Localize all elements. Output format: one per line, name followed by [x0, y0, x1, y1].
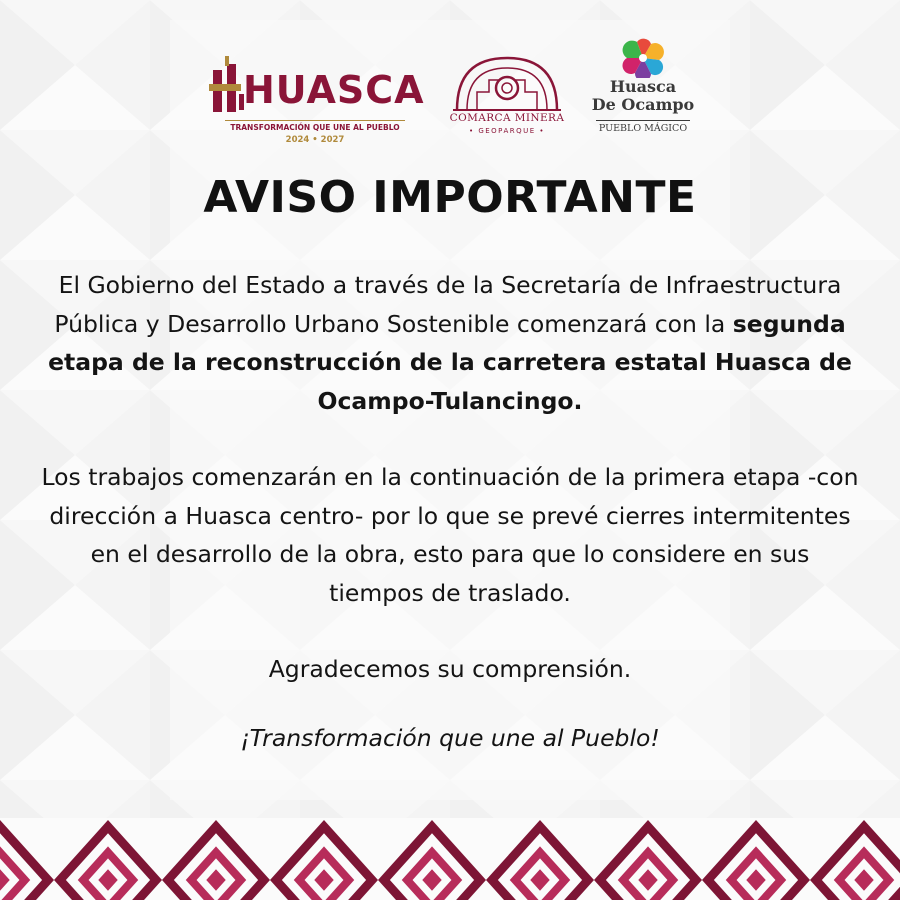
notice-paragraph-1-highlight: segunda etapa de la reconstrucción de la carretera estatal Huasca de Ocampo-Tulancingo. — [48, 309, 852, 415]
pueblo-logo-line1: Huasca — [609, 77, 677, 96]
logo-bar — [0, 30, 900, 145]
comarca-minera-logo — [447, 52, 567, 142]
notice-body — [40, 266, 860, 757]
huasca-logo-tagline: TRANSFORMACIÓN QUE UNE AL PUEBLO — [225, 120, 405, 132]
notice-thanks: Agradecemos su comprensión. — [268, 655, 632, 683]
huasca-logo-period: 2024 • 2027 — [285, 135, 345, 145]
huasca-logo-name: HUASCA — [243, 68, 425, 112]
pueblo-magico-logo — [588, 38, 698, 143]
huasca-logo — [203, 42, 425, 150]
comarca-logo-sub: • GEOPARQUE • — [468, 127, 546, 135]
notice-paragraph-1 — [40, 266, 860, 420]
notice-title: AVISO IMPORTANTE — [203, 172, 697, 223]
pueblo-logo-line2: De Ocampo — [591, 95, 695, 114]
notice-paragraph-2: Los trabajos comenzarán en la continuación de la primera etapa -con dirección a Huasca centro- por lo que se prevé cierres intermitentes en el desarrollo de la obra, esto para que lo considere en sus tiempos de traslado. — [41, 463, 859, 607]
comarca-logo-name: COMARCA MINERA — [449, 112, 565, 124]
decorative-border-pattern — [0, 818, 900, 900]
notice-slogan: ¡Transformación que une al Pueblo! — [240, 723, 660, 752]
pueblo-logo-line3: PUEBLO MÁGICO — [596, 120, 690, 134]
notice-paragraph-1-text: El Gobierno del Estado a través de la Secretaría de Infraestructura Pública y Desarrollo Urbano Sostenible comenzará con la — [54, 271, 842, 338]
